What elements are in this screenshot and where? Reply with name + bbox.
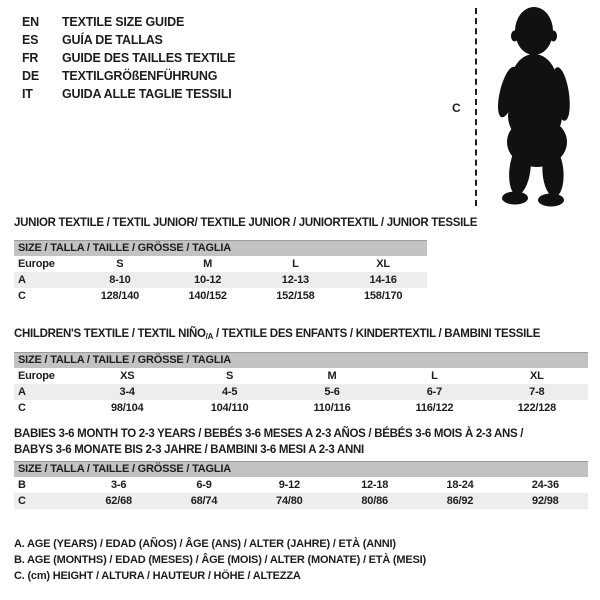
language-code: IT — [22, 87, 33, 101]
footnotes — [14, 536, 426, 584]
language-row — [22, 13, 235, 31]
language-list — [22, 13, 235, 103]
language-row — [22, 67, 235, 85]
language-title: TEXTILE SIZE GUIDE — [62, 15, 185, 29]
table-row — [14, 288, 427, 304]
table-row — [14, 493, 588, 509]
row-label: B — [18, 479, 26, 491]
row-cell: XL — [530, 370, 544, 382]
table-row — [14, 400, 588, 416]
row-cell: 152/158 — [276, 290, 315, 302]
row-cell: M — [327, 370, 337, 382]
size-table — [14, 352, 588, 416]
row-cell: 158/170 — [363, 290, 403, 302]
language-code: FR — [22, 51, 39, 65]
table-row — [14, 477, 588, 493]
footnote: C. (cm) HEIGHT / ALTURA / HAUTEUR / HÖHE / ALTEZZA — [14, 570, 301, 582]
row-cell: XL — [376, 258, 390, 270]
language-row — [22, 31, 235, 49]
row-cell: 10-12 — [194, 274, 222, 286]
table-title — [14, 215, 588, 231]
row-cell: 14-16 — [369, 274, 397, 286]
language-title: GUÍA DE TALLAS — [62, 33, 163, 47]
table-title-text: /A — [205, 332, 214, 341]
size-table — [14, 240, 427, 304]
row-cell: 3-6 — [111, 479, 127, 491]
language-title: GUIDA ALLE TAGLIE TESSILI — [62, 87, 232, 101]
row-cell: 9-12 — [278, 479, 300, 491]
table-row — [14, 384, 588, 400]
row-cell: 6-9 — [196, 479, 212, 491]
row-label: A — [18, 386, 26, 398]
table-title-line — [14, 215, 588, 231]
row-cell: 80/86 — [361, 495, 388, 507]
size-header-bar: SIZE / TALLA / TAILLE / GRÖSSE / TAGLIA — [14, 240, 427, 256]
footnote: A. AGE (YEARS) / EDAD (AÑOS) / ÂGE (ANS) / ALTER (JAHRE) / ETÀ (ANNI) — [14, 538, 396, 550]
row-cell: 140/152 — [188, 290, 227, 302]
row-cell: 68/74 — [190, 495, 218, 507]
table-title-text: BABIES 3-6 MONTH TO 2-3 YEARS / BEBÉS 3-6 MESES A 2-3 AÑOS / BÉBÉS 3-6 MOIS À 2-3 ANS / — [14, 428, 524, 440]
footnote: B. AGE (MONTHS) / EDAD (MESES) / ÂGE (MOIS) / ALTER (MONATE) / ETÀ (MESI) — [14, 554, 426, 566]
size-table-section — [14, 426, 588, 509]
row-cell: XS — [120, 370, 135, 382]
row-cell: 12-18 — [361, 479, 389, 491]
language-code: DE — [22, 69, 39, 83]
language-code: ES — [22, 33, 39, 47]
table-row — [14, 272, 427, 288]
table-title-text: BABYS 3-6 MONATE BIS 2-3 JAHRE / BAMBINI 3-6 MESI A 2-3 ANNI — [14, 444, 364, 456]
table-title-text: JUNIOR TEXTILE / TEXTIL JUNIOR/ TEXTILE JUNIOR / JUNIORTEXTIL / JUNIOR TESSILE — [14, 217, 478, 229]
row-cell: 116/122 — [415, 402, 454, 414]
row-cell: 98/104 — [110, 402, 144, 414]
language-title: TEXTILGRÖßENFÜHRUNG — [62, 69, 218, 83]
row-cell: 110/116 — [313, 402, 351, 414]
row-label: C — [18, 495, 26, 507]
size-header-bar: SIZE / TALLA / TAILLE / GRÖSSE / TAGLIA — [14, 461, 588, 477]
row-cell: 74/80 — [276, 495, 303, 507]
row-cell: 122/128 — [517, 402, 557, 414]
baby-silhouette-icon — [482, 4, 600, 209]
row-cell: 8-10 — [109, 274, 131, 286]
row-cell: 3-4 — [119, 386, 135, 398]
table-title — [14, 326, 588, 345]
table-title-line — [14, 326, 588, 345]
row-cell: 62/68 — [105, 495, 132, 507]
row-label: Europe — [18, 258, 55, 270]
row-cell: 6-7 — [426, 386, 443, 398]
row-label: C — [18, 290, 26, 302]
row-label: C — [18, 402, 26, 414]
height-label: C — [452, 101, 461, 115]
table-title-line — [14, 442, 588, 458]
row-cell: S — [226, 370, 234, 382]
language-title: GUIDE DES TAILLES TEXTILE — [62, 51, 236, 65]
row-cell: 4-5 — [221, 386, 238, 398]
language-code: EN — [22, 15, 39, 29]
row-label: Europe — [18, 370, 55, 382]
size-header-bar: SIZE / TALLA / TAILLE / GRÖSSE / TAGLIA — [14, 352, 588, 368]
row-cell: 104/110 — [210, 402, 249, 414]
row-cell: 24-36 — [531, 479, 559, 491]
table-title-line — [14, 426, 588, 442]
row-cell: S — [116, 258, 124, 270]
row-cell: 86/92 — [446, 495, 474, 507]
language-row — [22, 85, 235, 103]
row-cell: 128/140 — [100, 290, 140, 302]
table-row — [14, 256, 427, 272]
height-dashed-line — [475, 8, 477, 206]
language-row — [22, 49, 235, 67]
row-cell: L — [292, 258, 299, 270]
row-label: A — [18, 274, 26, 286]
row-cell: 5-6 — [324, 386, 340, 398]
size-table — [14, 461, 588, 509]
table-title-text: / TEXTILE DES ENFANTS / KINDERTEXTIL / BAMBINI TESSILE — [213, 328, 541, 340]
size-table-section — [14, 326, 588, 416]
size-table-section — [14, 215, 588, 304]
table-title — [14, 426, 588, 458]
row-cell: 92/98 — [532, 495, 559, 507]
row-cell: M — [203, 258, 213, 270]
row-cell: L — [431, 370, 438, 382]
table-title-text: CHILDREN'S TEXTILE / TEXTIL NIÑO — [14, 328, 206, 340]
row-cell: 18-24 — [446, 479, 474, 491]
row-cell: 12-13 — [281, 274, 309, 286]
row-cell: 7-8 — [529, 386, 545, 398]
table-row — [14, 368, 588, 384]
